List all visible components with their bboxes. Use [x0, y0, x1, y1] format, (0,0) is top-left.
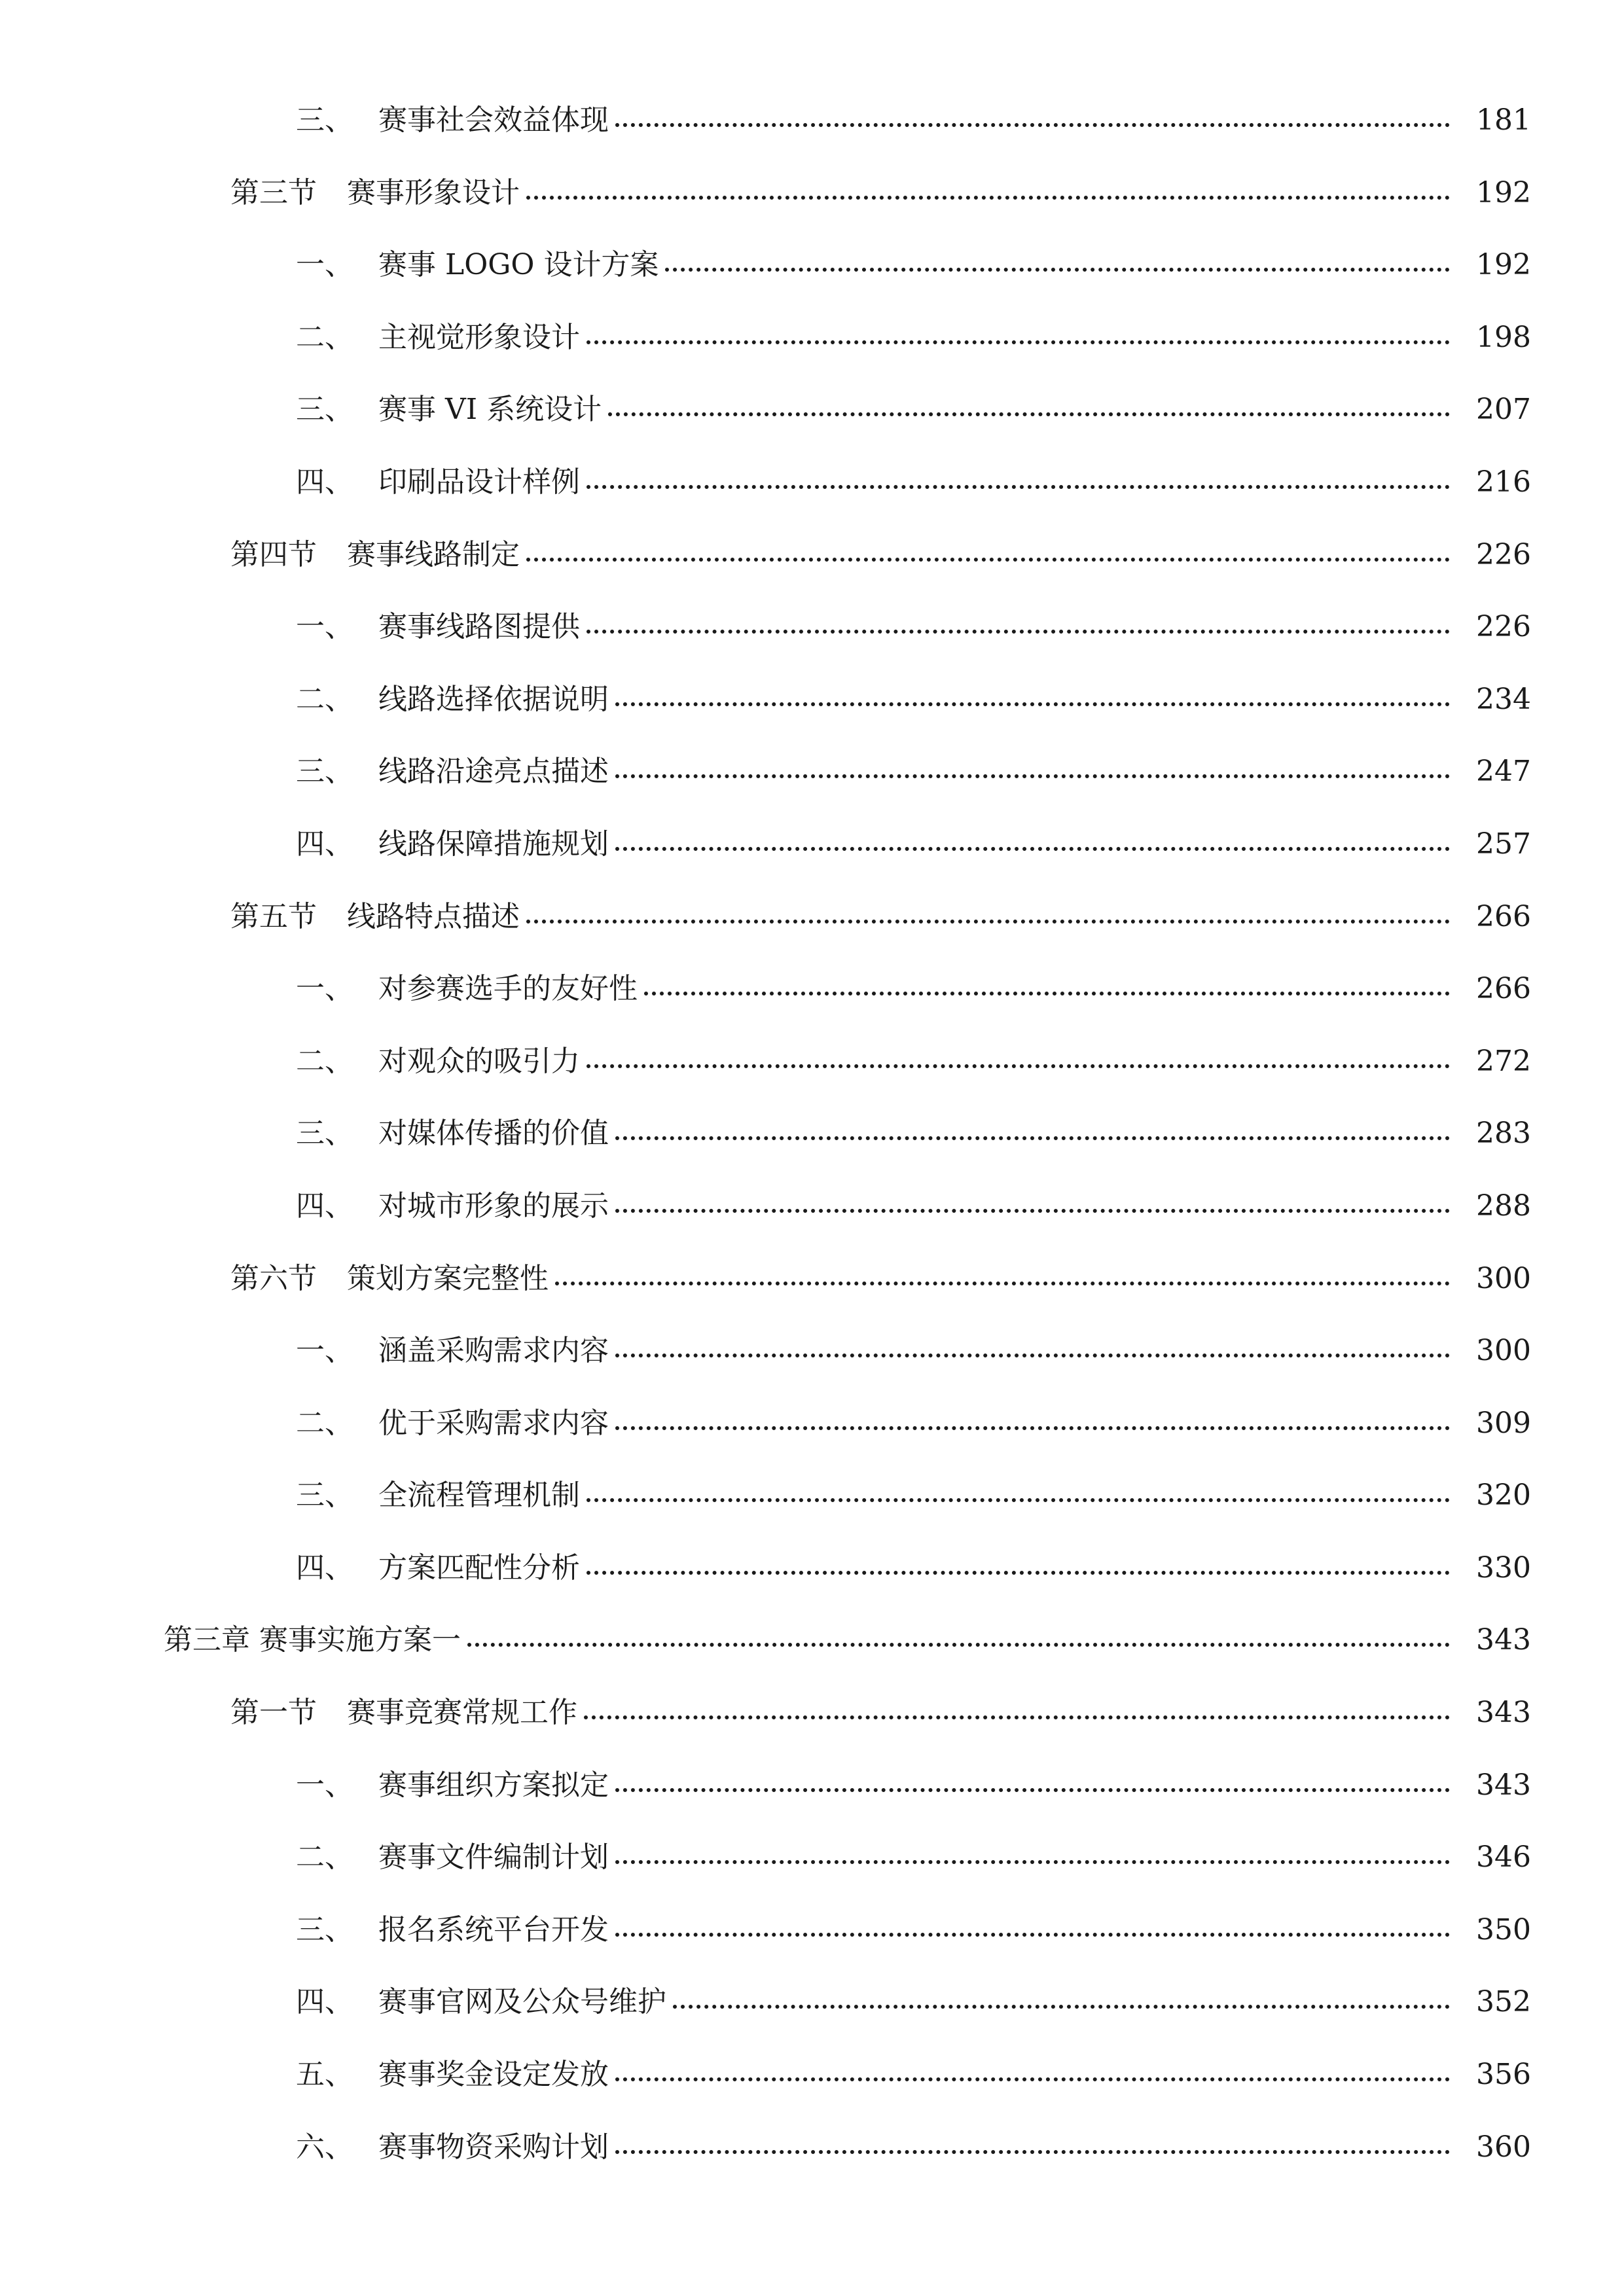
toc-dot-leader	[615, 1209, 1466, 1213]
toc-entry-title: 对媒体传播的价值	[378, 1117, 609, 1151]
toc-entry-number: 一、	[296, 248, 353, 282]
toc-entry-page: 288	[1450, 1192, 1531, 1221]
toc-entry-label	[296, 1840, 609, 1874]
toc-entry-page: 181	[1450, 106, 1531, 135]
toc-entry[interactable]	[0, 600, 1624, 672]
toc-entry-label	[296, 1189, 609, 1223]
toc-entry-number: 二、	[296, 1044, 353, 1078]
toc-entry-title: 赛事形象设计	[347, 175, 520, 209]
toc-entry-title: 策划方案完整性	[347, 1261, 549, 1295]
toc-entry-page: 343	[1450, 1771, 1531, 1800]
toc-entry[interactable]	[0, 1903, 1624, 1975]
toc-entry[interactable]	[0, 2047, 1624, 2120]
toc-entry-title: 对参赛选手的友好性	[378, 972, 638, 1006]
toc-entry-number: 四、	[296, 1189, 353, 1223]
toc-entry-label	[164, 1623, 461, 1657]
toc-dot-leader	[586, 1498, 1466, 1502]
toc-dot-leader	[586, 485, 1466, 489]
toc-entry-title: 线路特点描述	[347, 899, 520, 933]
toc-dot-leader	[586, 340, 1466, 344]
toc-entry-number: 一、	[296, 972, 353, 1006]
toc-entry[interactable]	[0, 1541, 1624, 1613]
toc-entry-number: 三、	[296, 393, 353, 427]
toc-entry[interactable]	[0, 672, 1624, 745]
toc-entry-label	[230, 899, 520, 933]
toc-dot-leader	[615, 1788, 1466, 1792]
toc-entry-page: 356	[1450, 2060, 1531, 2089]
toc-entry-label	[230, 537, 520, 571]
toc-entry-page: 300	[1450, 1336, 1531, 1365]
toc-entry-title: 印刷品设计样例	[378, 465, 580, 499]
toc-entry-page: 343	[1450, 1698, 1531, 1727]
toc-entry-number: 三、	[296, 755, 353, 789]
toc-entry-number: 五、	[296, 2058, 353, 2092]
toc-entry-page: 192	[1450, 251, 1531, 279]
toc-entry-number: 第一节	[230, 1696, 317, 1730]
toc-entry[interactable]	[0, 310, 1624, 383]
toc-entry-label	[296, 1985, 666, 2019]
toc-entry-title: 赛事官网及公众号维护	[378, 1985, 666, 2019]
toc-entry-label	[296, 320, 580, 354]
toc-dot-leader	[586, 630, 1466, 634]
toc-entry[interactable]	[0, 166, 1624, 238]
toc-entry-page: 360	[1450, 2133, 1531, 2162]
toc-dot-leader	[584, 1715, 1466, 1719]
toc-entry[interactable]	[0, 1251, 1624, 1324]
toc-entry-label	[296, 1117, 609, 1151]
toc-entry-label	[230, 175, 520, 209]
toc-entry-title: 报名系统平台开发	[378, 1912, 609, 1946]
toc-entry-title: 对观众的吸引力	[378, 1044, 580, 1078]
toc-entry[interactable]	[0, 744, 1624, 817]
toc-entry-page: 226	[1450, 541, 1531, 569]
toc-dot-leader	[665, 268, 1466, 272]
toc-entry-page: 216	[1450, 468, 1531, 497]
toc-entry-title: 主视觉形象设计	[378, 320, 580, 354]
toc-entry-title: 第三章 赛事实施方案一	[164, 1623, 461, 1657]
toc-entry-page: 343	[1450, 1626, 1531, 1655]
toc-dot-leader	[526, 196, 1466, 200]
toc-entry-page: 309	[1450, 1409, 1531, 1438]
toc-dot-leader	[615, 847, 1466, 851]
toc-dot-leader	[673, 2005, 1466, 2009]
toc-entry-page: 283	[1450, 1119, 1531, 1148]
toc-entry-number: 三、	[296, 1912, 353, 1946]
toc-entry-label	[296, 972, 638, 1006]
toc-entry[interactable]	[0, 1323, 1624, 1396]
toc-entry-title: 方案匹配性分析	[378, 1551, 580, 1585]
toc-entry-title: 全流程管理机制	[378, 1479, 580, 1513]
toc-entry-title: 赛事文件编制计划	[378, 1840, 609, 1874]
toc-entry-number: 四、	[296, 1985, 353, 2019]
toc-entry-number: 二、	[296, 1406, 353, 1440]
toc-entry[interactable]	[0, 1685, 1624, 1758]
toc-entry[interactable]	[0, 93, 1624, 166]
toc-entry[interactable]	[0, 961, 1624, 1034]
toc-entry-label	[296, 248, 659, 282]
toc-entry-number: 一、	[296, 1768, 353, 1802]
toc-entry-page: 226	[1450, 613, 1531, 641]
toc-entry-number: 六、	[296, 2130, 353, 2164]
toc-entry-title: 线路保障措施规划	[378, 827, 609, 861]
toc-entry-label	[296, 755, 609, 789]
toc-entry-page: 272	[1450, 1047, 1531, 1076]
table-of-contents	[0, 93, 1624, 2192]
toc-entry-label	[296, 1044, 580, 1078]
toc-entry-label	[296, 2058, 609, 2092]
toc-entry[interactable]	[0, 238, 1624, 310]
toc-entry-page: 346	[1450, 1843, 1531, 1872]
toc-entry-number: 四、	[296, 827, 353, 861]
toc-entry-title: 线路沿途亮点描述	[378, 755, 609, 789]
toc-entry-title: 赛事线路图提供	[378, 610, 580, 644]
toc-entry-title: 线路选择依据说明	[378, 682, 609, 716]
toc-entry-page: 247	[1450, 757, 1531, 786]
toc-dot-leader	[615, 1933, 1466, 1937]
toc-entry-page: 234	[1450, 685, 1531, 714]
toc-entry-title: 赛事物资采购计划	[378, 2130, 609, 2164]
toc-entry-page: 207	[1450, 395, 1531, 424]
toc-entry[interactable]	[0, 1034, 1624, 1107]
toc-entry-number: 第六节	[230, 1261, 317, 1295]
toc-entry-number: 四、	[296, 465, 353, 499]
toc-entry[interactable]	[0, 889, 1624, 962]
toc-entry-number: 一、	[296, 610, 353, 644]
toc-entry-page: 198	[1450, 323, 1531, 352]
toc-entry-title: 赛事组织方案拟定	[378, 1768, 609, 1802]
toc-entry-page: 320	[1450, 1481, 1531, 1510]
toc-entry-label	[230, 1261, 549, 1295]
toc-dot-leader	[615, 123, 1466, 127]
toc-entry-title: 优于采购需求内容	[378, 1406, 609, 1440]
toc-entry-label	[296, 1768, 609, 1802]
toc-entry-label	[296, 610, 580, 644]
toc-entry-title: 赛事奖金设定发放	[378, 2058, 609, 2092]
toc-entry-title: 赛事社会效益体现	[378, 103, 609, 137]
toc-dot-leader	[615, 1136, 1466, 1140]
toc-entry-number: 一、	[296, 1334, 353, 1368]
toc-entry-title: 赛事 VI 系统设计	[378, 393, 602, 427]
toc-entry[interactable]	[0, 1179, 1624, 1251]
toc-entry-number: 二、	[296, 320, 353, 354]
toc-dot-leader	[615, 1426, 1466, 1430]
toc-entry-number: 第四节	[230, 537, 317, 571]
toc-entry-title: 赛事竞赛常规工作	[347, 1696, 577, 1730]
toc-dot-leader	[586, 1064, 1466, 1068]
toc-entry-label	[296, 1334, 609, 1368]
toc-dot-leader	[615, 702, 1466, 706]
toc-entry-title: 涵盖采购需求内容	[378, 1334, 609, 1368]
toc-entry-label	[296, 2130, 609, 2164]
toc-entry-page: 330	[1450, 1554, 1531, 1583]
toc-dot-leader	[615, 1860, 1466, 1864]
toc-dot-leader	[615, 2150, 1466, 2154]
toc-entry[interactable]	[0, 1468, 1624, 1541]
toc-entry-page: 266	[1450, 903, 1531, 931]
toc-entry[interactable]	[0, 528, 1624, 600]
toc-dot-leader	[615, 2077, 1466, 2081]
toc-entry-number: 三、	[296, 1117, 353, 1151]
toc-entry-label	[230, 1696, 577, 1730]
toc-entry[interactable]	[0, 1830, 1624, 1903]
toc-entry-page: 192	[1450, 179, 1531, 207]
toc-entry[interactable]	[0, 817, 1624, 889]
toc-dot-leader	[608, 412, 1466, 416]
toc-entry-page: 352	[1450, 1988, 1531, 2017]
toc-entry-number: 第三节	[230, 175, 317, 209]
toc-entry-page: 300	[1450, 1265, 1531, 1293]
toc-dot-leader	[526, 558, 1466, 562]
toc-dot-leader	[615, 774, 1466, 778]
toc-entry[interactable]	[0, 1758, 1624, 1831]
toc-entry-number: 三、	[296, 1479, 353, 1513]
toc-entry-label	[296, 1406, 609, 1440]
toc-entry-page: 350	[1450, 1916, 1531, 1945]
toc-dot-leader	[615, 1354, 1466, 1357]
toc-entry-title: 赛事 LOGO 设计方案	[378, 248, 659, 282]
toc-entry[interactable]	[0, 1396, 1624, 1469]
toc-entry[interactable]	[0, 382, 1624, 455]
toc-entry-title: 对城市形象的展示	[378, 1189, 609, 1223]
toc-entry-number: 三、	[296, 103, 353, 137]
toc-entry-label	[296, 465, 580, 499]
toc-entry[interactable]	[0, 1975, 1624, 2047]
toc-dot-leader	[644, 992, 1466, 996]
toc-entry-label	[296, 1912, 609, 1946]
toc-entry-label	[296, 827, 609, 861]
toc-dot-leader	[467, 1643, 1466, 1647]
toc-dot-leader	[555, 1282, 1466, 1285]
toc-entry-label	[296, 682, 609, 716]
toc-entry-number: 二、	[296, 1840, 353, 1874]
toc-entry[interactable]	[0, 2120, 1624, 2193]
toc-dot-leader	[586, 1571, 1466, 1575]
toc-entry-page: 266	[1450, 975, 1531, 1003]
toc-entry[interactable]	[0, 1106, 1624, 1179]
toc-entry-title: 赛事线路制定	[347, 537, 520, 571]
toc-entry-number: 四、	[296, 1551, 353, 1585]
toc-entry-number: 二、	[296, 682, 353, 716]
toc-entry-page: 257	[1450, 830, 1531, 859]
toc-entry-label	[296, 393, 602, 427]
toc-entry-number: 第五节	[230, 899, 317, 933]
toc-dot-leader	[526, 920, 1466, 924]
toc-entry[interactable]	[0, 1613, 1624, 1685]
toc-entry[interactable]	[0, 455, 1624, 528]
toc-entry-label	[296, 1551, 580, 1585]
toc-entry-label	[296, 103, 609, 137]
toc-entry-label	[296, 1479, 580, 1513]
